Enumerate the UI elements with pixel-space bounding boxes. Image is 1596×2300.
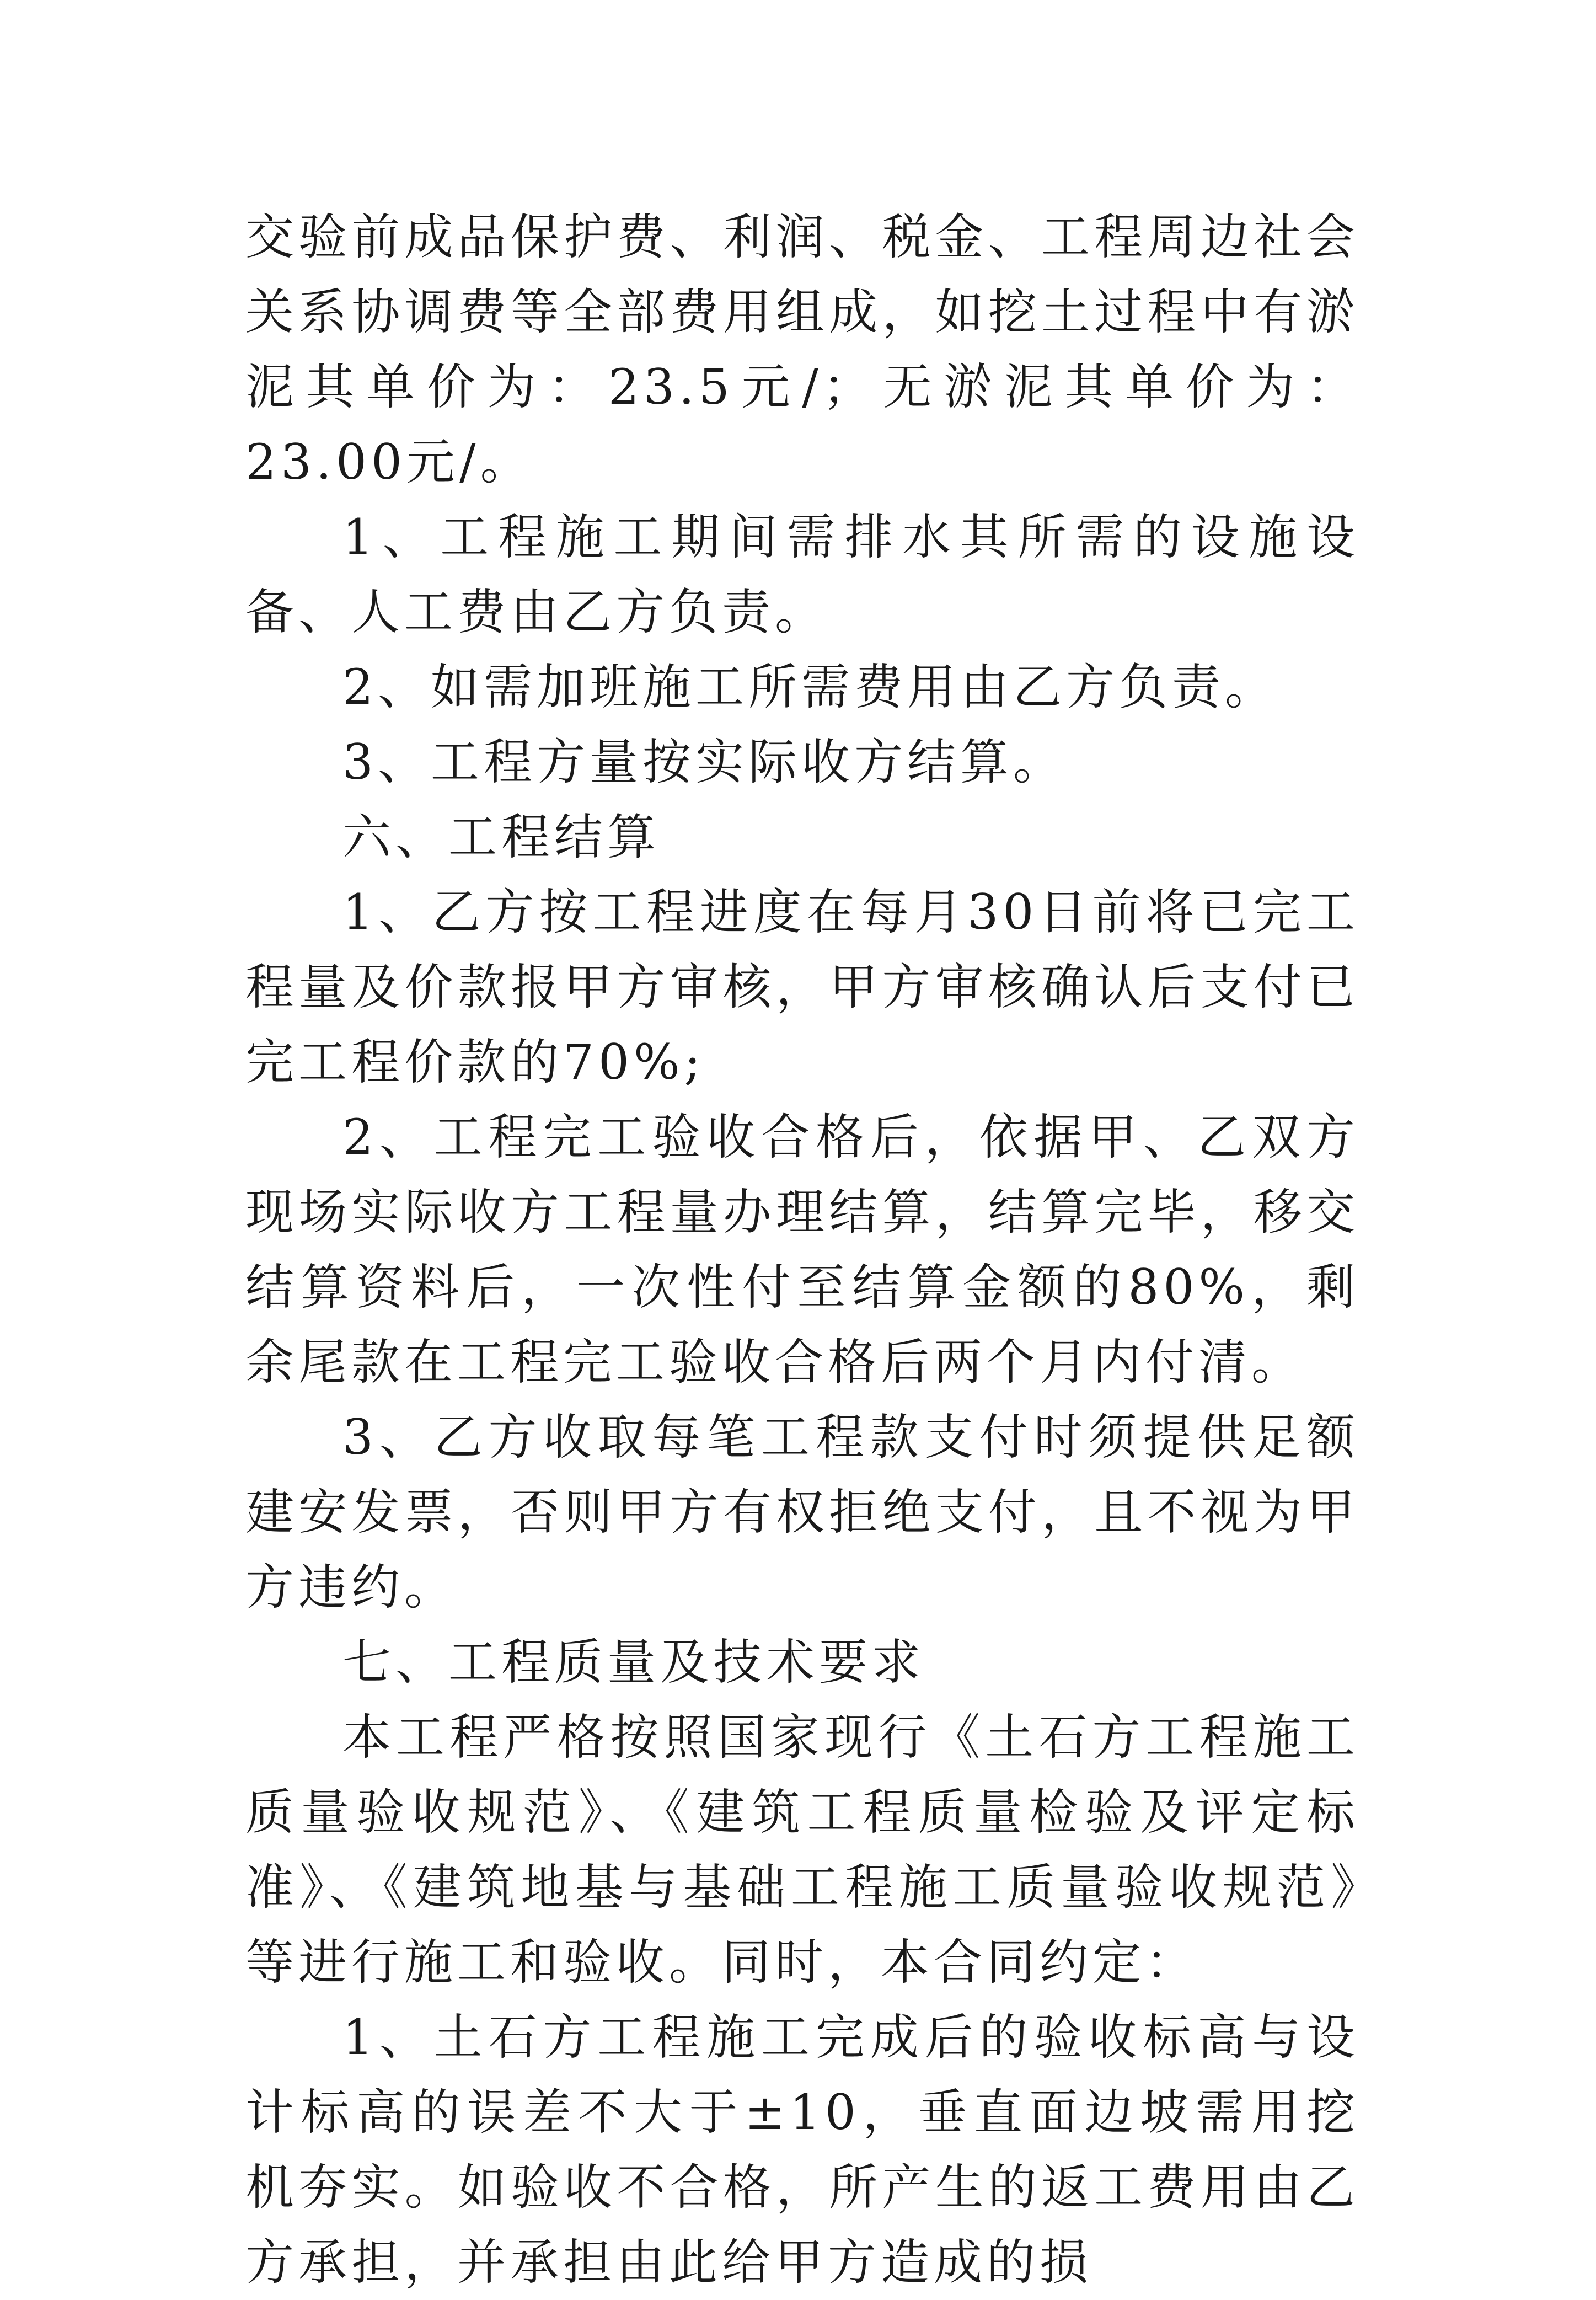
- document-body: [245, 200, 1359, 2300]
- paragraph-final-settlement: 2、工程完工验收合格后，依据甲、乙双方现场实际收方工程量办理结算，结算完毕，移交结算资料后，一次性付至结算金额的80%，剩余尾款在工程完工验收合格后两个月内付清。: [245, 1109, 1359, 1390]
- paragraph-elevation-tolerance: 1、土石方工程施工完成后的验收标高与设计标高的误差不大于±10，垂直面边坡需用挖机夯实。如验收不合格，所产生的返工费用由乙方承担，并承担由此给甲方造成的损: [245, 2009, 1359, 2291]
- paragraph-drainage-cost: 1、工程施工期间需排水其所需的设施设备、人工费由乙方负责。: [245, 509, 1359, 640]
- paragraph-quality-standards: 本工程严格按照国家现行《土石方工程施工质量验收规范》、《建筑工程质量检验及评定标准》、《建筑地基与基础工程施工质量验收规范》等进行施工和验收。同时，本合同约定：: [245, 1709, 1359, 1991]
- paragraph-monthly-payment: 1、乙方按工程进度在每月30日前将已完工程量及价款报甲方审核，甲方审核确认后支付已完工程价款的70%;: [245, 884, 1359, 1090]
- paragraph-invoice-requirement: 3、乙方收取每笔工程款支付时须提供足额建安发票，否则甲方有权拒绝支付，且不视为甲方违约。: [245, 1409, 1359, 1616]
- paragraph-quantity-settlement: 3、工程方量按实际收方结算。: [342, 734, 1066, 790]
- section-heading-settlement: 六、工程结算: [342, 809, 661, 865]
- paragraph-fee-composition: 交验前成品保护费、利润、税金、工程周边社会关系协调费等全部费用组成，如挖土过程中有淤泥其单价为：23.5元/；无淤泥其单价为：23.00元/。: [245, 208, 1359, 490]
- section-heading-quality: 七、工程质量及技术要求: [342, 1634, 925, 1691]
- paragraph-overtime-cost: 2、如需加班施工所需费用由乙方负责。: [342, 659, 1278, 715]
